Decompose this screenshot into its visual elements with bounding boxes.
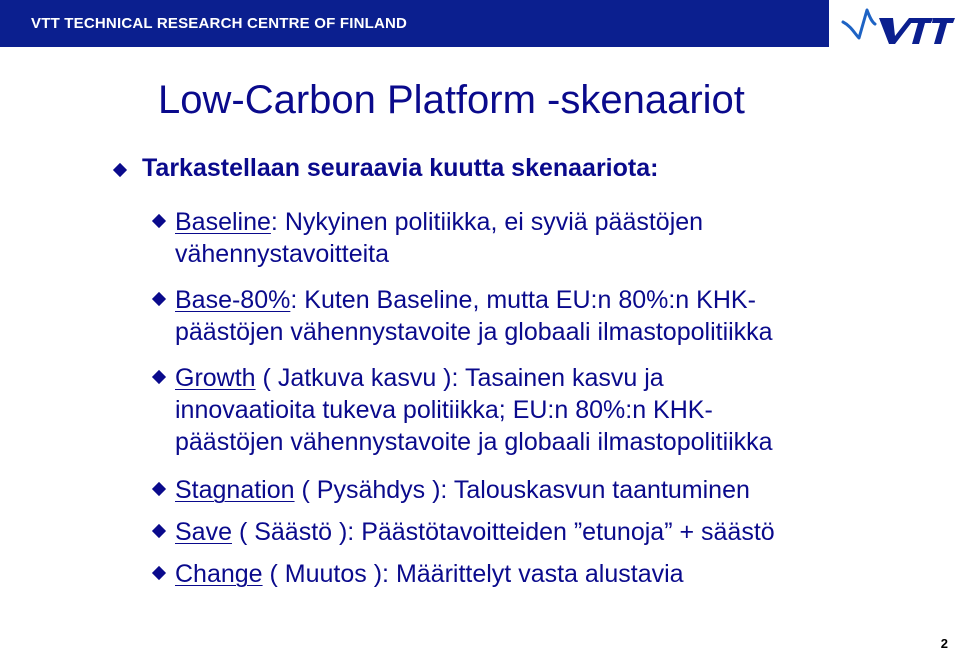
scenario-name: Change bbox=[175, 560, 263, 588]
header-bar bbox=[0, 0, 960, 47]
scenario-desc: ( Jatkuva kasvu ): Tasainen kasvu ja bbox=[262, 364, 664, 392]
vtt-logo bbox=[829, 0, 960, 51]
diamond-bullet-icon bbox=[152, 370, 166, 384]
vtt-logo-icon bbox=[829, 0, 960, 51]
diamond-bullet-icon bbox=[152, 524, 166, 538]
scenario-desc: ( Säästö ): Päästötavoitteiden ”etunoja” + säästö bbox=[238, 518, 775, 546]
scenario-desc: Nykyinen politiikka, ei syviä päästöjen bbox=[284, 208, 704, 236]
organization-name: VTT TECHNICAL RESEARCH CENTRE OF FINLAND bbox=[31, 15, 408, 32]
scenario-desc-cont: päästöjen vähennystavoite ja globaali ilmastopolitiikka bbox=[175, 428, 773, 456]
scenario-name: Baseline bbox=[175, 208, 271, 236]
diamond-bullet-icon bbox=[113, 163, 127, 177]
intro-text: Tarkastellaan seuraavia kuutta skenaariota: bbox=[142, 154, 659, 182]
diamond-bullet-icon bbox=[152, 566, 166, 580]
scenario-name: Stagnation bbox=[175, 476, 295, 504]
diamond-bullet-icon bbox=[152, 292, 166, 306]
slide-title: Low-Carbon Platform -skenaariot bbox=[158, 78, 745, 122]
scenario-desc-cont: päästöjen vähennystavoite ja globaali ilmastopolitiikka bbox=[175, 318, 773, 346]
diamond-bullet-icon bbox=[152, 482, 166, 496]
scenario-name: Growth bbox=[175, 364, 256, 392]
scenario-desc-cont: innovaatioita tukeva politiikka; EU:n 80%:n KHK- bbox=[175, 396, 713, 424]
page-number: 2 bbox=[940, 636, 948, 651]
scenario-desc: Kuten Baseline, mutta EU:n 80%:n KHK- bbox=[304, 286, 756, 314]
scenario-desc: ( Muutos ): Määrittelyt vasta alustavia bbox=[269, 560, 684, 588]
scenario-desc: ( Pysähdys ): Talouskasvun taantuminen bbox=[301, 476, 750, 504]
scenario-name: Base-80% bbox=[175, 286, 291, 314]
scenario-name: Save bbox=[175, 518, 232, 546]
scenario-desc-cont: vähennystavoitteita bbox=[175, 240, 390, 268]
diamond-bullet-icon bbox=[152, 214, 166, 228]
